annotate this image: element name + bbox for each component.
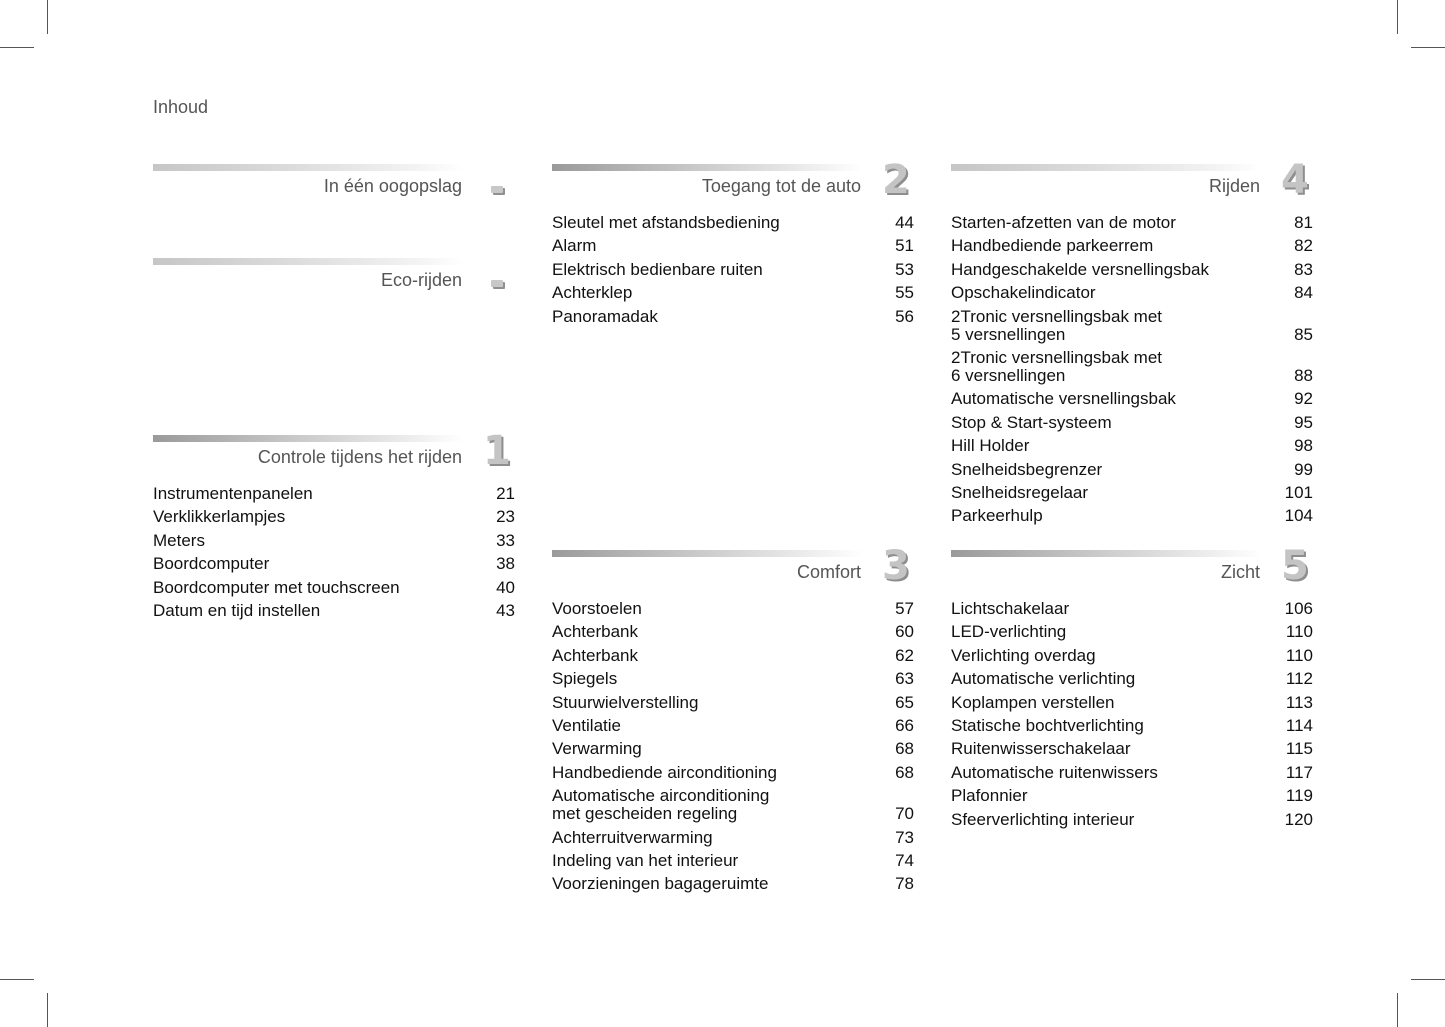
section-marker-icon xyxy=(491,280,503,287)
toc-entry-label: Parkeerhulp xyxy=(951,506,1043,526)
toc-entry-label: Snelheidsregelaar xyxy=(951,482,1089,502)
toc-entry[interactable] xyxy=(951,647,1313,670)
toc-entry-label: Lichtschakelaar xyxy=(951,599,1070,618)
toc-list xyxy=(552,600,914,899)
toc-entry[interactable] xyxy=(552,852,914,875)
toc-entry[interactable] xyxy=(951,787,1313,810)
toc-entry-label: Datum en tijd instellen xyxy=(153,600,321,620)
toc-entry[interactable] xyxy=(951,764,1313,787)
toc-entry-label: Koplampen verstellen xyxy=(951,692,1115,712)
section-number: 5 xyxy=(1281,543,1309,589)
toc-entry[interactable] xyxy=(951,623,1313,646)
toc-entry-page: 70 xyxy=(895,804,914,824)
toc-entry[interactable] xyxy=(951,308,1313,349)
toc-entry-label: Plafonnier xyxy=(951,786,1028,806)
toc-entry-label: Automatische airconditioning met gescheiden regeling xyxy=(552,786,770,824)
toc-entry[interactable] xyxy=(951,507,1313,530)
toc-entry-label: Boordcomputer xyxy=(153,554,270,574)
toc-entry[interactable] xyxy=(552,237,914,260)
toc-entry-page: 120 xyxy=(1284,809,1313,829)
toc-entry-label: Indeling van het interieur xyxy=(552,850,739,870)
toc-entry-label: Instrumentenpanelen xyxy=(153,484,313,503)
toc-entry-label: Opschakelindicator xyxy=(951,283,1096,303)
toc-entry-label: Ruitenwisserschakelaar xyxy=(951,739,1131,759)
toc-entry-label: Ventilatie xyxy=(552,715,621,735)
toc-entry[interactable] xyxy=(552,829,914,852)
toc-entry[interactable] xyxy=(153,602,515,625)
crop-mark-top-right-v xyxy=(1397,0,1398,34)
toc-entry[interactable] xyxy=(951,261,1313,284)
section-title[interactable]: Controle tijdens het rijden xyxy=(257,447,462,467)
toc-entry-page: 40 xyxy=(496,577,515,597)
toc-entry-page: 43 xyxy=(496,600,515,620)
toc-entry[interactable] xyxy=(552,308,914,331)
toc-entry[interactable] xyxy=(552,740,914,763)
toc-entry[interactable] xyxy=(552,647,914,670)
toc-entry-page: 92 xyxy=(1294,389,1313,409)
toc-entry[interactable] xyxy=(951,349,1313,390)
toc-entry-page: 51 xyxy=(895,236,914,256)
toc-entry-label: Statische bochtverlichting xyxy=(951,715,1144,735)
toc-entry-page: 101 xyxy=(1284,482,1313,502)
toc-entry-label: Verlichting overdag xyxy=(951,645,1096,665)
toc-entry-label: Automatische ruitenwissers xyxy=(951,762,1158,782)
toc-entry-page: 44 xyxy=(895,213,914,232)
toc-entry-label: Alarm xyxy=(552,236,597,256)
toc-entry-page: 62 xyxy=(895,645,914,665)
toc-entry-page: 83 xyxy=(1294,259,1313,279)
toc-entry-label: Elektrisch bedienbare ruiten xyxy=(552,259,763,279)
toc-entry-label: Sfeerverlichting interieur xyxy=(951,809,1135,829)
toc-entry[interactable] xyxy=(552,717,914,740)
section-title[interactable]: In één oogopslag xyxy=(323,176,462,196)
toc-entry[interactable] xyxy=(951,414,1313,437)
section-bar xyxy=(951,550,1261,557)
toc-entry[interactable] xyxy=(153,532,515,555)
toc-entry-page: 66 xyxy=(895,715,914,735)
section-title[interactable]: Zicht xyxy=(1220,562,1260,582)
toc-entry-page: 55 xyxy=(895,283,914,303)
toc-entry-page: 33 xyxy=(496,530,515,550)
toc-entry-label: Sleutel met afstandsbediening xyxy=(552,213,780,232)
toc-entry[interactable] xyxy=(552,214,914,237)
toc-entry-page: 65 xyxy=(895,692,914,712)
toc-entry[interactable] xyxy=(951,284,1313,307)
toc-entry-label: Starten-afzetten van de motor xyxy=(951,213,1176,232)
crop-mark-bottom-right-h xyxy=(1411,979,1445,980)
toc-entry[interactable] xyxy=(153,508,515,531)
toc-entry-page: 104 xyxy=(1284,506,1313,526)
toc-entry-page: 99 xyxy=(1294,459,1313,479)
crop-mark-bottom-right-v xyxy=(1397,993,1398,1027)
section-title[interactable]: Comfort xyxy=(796,562,861,582)
section-bar xyxy=(552,550,862,557)
toc-entry[interactable] xyxy=(951,484,1313,507)
crop-mark-top-left-h xyxy=(0,47,34,48)
toc-entry[interactable] xyxy=(153,485,515,508)
section-bar xyxy=(951,164,1261,171)
toc-entry-label: Handgeschakelde versnellingsbak xyxy=(951,259,1209,279)
section-bar xyxy=(153,164,463,171)
toc-entry[interactable] xyxy=(153,555,515,578)
toc-entry-page: 60 xyxy=(895,622,914,642)
toc-entry-page: 84 xyxy=(1294,283,1313,303)
toc-entry-page: 38 xyxy=(496,554,515,574)
toc-entry-label: Automatische verlichting xyxy=(951,669,1136,689)
toc-entry[interactable] xyxy=(552,694,914,717)
toc-entry-page: 88 xyxy=(1294,365,1313,385)
section-title[interactable]: Toegang tot de auto xyxy=(701,176,861,196)
toc-entry-label: Achterbank xyxy=(552,645,638,665)
toc-entry-page: 98 xyxy=(1294,436,1313,456)
toc-entry[interactable] xyxy=(951,740,1313,763)
toc-entry[interactable] xyxy=(951,214,1313,237)
toc-entry-label: Automatische versnellingsbak xyxy=(951,389,1176,409)
section-bar xyxy=(153,435,463,442)
toc-entry-label: Panoramadak xyxy=(552,306,658,326)
toc-entry[interactable] xyxy=(552,284,914,307)
toc-entry[interactable] xyxy=(951,600,1313,623)
toc-entry-page: 110 xyxy=(1285,622,1313,642)
toc-entry-page: 63 xyxy=(895,669,914,689)
toc-entry-label: Achterbank xyxy=(552,622,638,642)
toc-entry-page: 57 xyxy=(895,599,914,618)
page-title: Inhoud xyxy=(153,97,209,117)
toc-entry-page: 115 xyxy=(1285,739,1313,759)
toc-entry[interactable] xyxy=(951,461,1313,484)
toc-entry-page: 112 xyxy=(1285,669,1313,689)
toc-entry[interactable] xyxy=(153,579,515,602)
toc-entry[interactable] xyxy=(552,764,914,787)
section-bar xyxy=(552,164,862,171)
toc-entry-label: Snelheidsbegrenzer xyxy=(951,459,1103,479)
toc-entry-page: 113 xyxy=(1285,692,1313,712)
toc-entry-page: 82 xyxy=(1294,236,1313,256)
toc-entry-page: 114 xyxy=(1285,715,1313,735)
crop-mark-top-right-h xyxy=(1411,47,1445,48)
section-marker-icon xyxy=(491,186,503,193)
toc-entry-label: Voorzieningen bagageruimte xyxy=(552,874,769,894)
crop-mark-bottom-left-h xyxy=(0,979,34,980)
toc-entry-page: 81 xyxy=(1294,213,1313,232)
toc-entry-label: 2Tronic versnellingsbak met 5 versnellingen xyxy=(951,306,1163,344)
toc-entry-label: 2Tronic versnellingsbak met 6 versnellingen xyxy=(951,347,1163,385)
toc-entry-label: Stuurwielverstelling xyxy=(552,692,699,712)
toc-entry-page: 78 xyxy=(895,874,914,894)
crop-mark-top-left-v xyxy=(47,0,48,34)
toc-entry-page: 21 xyxy=(496,484,515,503)
toc-entry[interactable] xyxy=(951,811,1313,834)
toc-entry-page: 68 xyxy=(895,739,914,759)
toc-entry-page: 85 xyxy=(1294,324,1313,344)
toc-entry[interactable] xyxy=(552,600,914,623)
section-title[interactable]: Rijden xyxy=(1208,176,1260,196)
toc-entry[interactable] xyxy=(951,694,1313,717)
section-number: 2 xyxy=(882,157,910,203)
toc-entry[interactable] xyxy=(552,787,914,828)
section-number: 1 xyxy=(483,428,511,474)
toc-list xyxy=(552,214,914,331)
toc-entry-page: 23 xyxy=(496,507,515,527)
toc-entry-page: 119 xyxy=(1285,786,1313,806)
toc-entry[interactable] xyxy=(552,261,914,284)
toc-entry-label: Verklikkerlampjes xyxy=(153,507,286,527)
toc-list xyxy=(951,214,1313,531)
toc-entry-label: Hill Holder xyxy=(951,436,1030,456)
toc-entry-label: Handbediende parkeerrem xyxy=(951,236,1154,256)
toc-entry-page: 73 xyxy=(895,827,914,847)
section-title[interactable]: Eco-rijden xyxy=(380,270,462,290)
toc-entry-page: 117 xyxy=(1285,762,1313,782)
toc-entry-label: Boordcomputer met touchscreen xyxy=(153,577,400,597)
toc-entry-label: Meters xyxy=(153,530,205,550)
toc-list xyxy=(153,485,515,625)
section-bar xyxy=(153,258,463,265)
toc-entry-label: Achterruitverwarming xyxy=(552,827,713,847)
toc-entry-label: Spiegels xyxy=(552,669,618,689)
toc-entry-page: 74 xyxy=(895,850,914,870)
toc-entry-page: 53 xyxy=(895,259,914,279)
toc-entry[interactable] xyxy=(951,437,1313,460)
toc-entry[interactable] xyxy=(552,875,914,898)
crop-mark-bottom-left-v xyxy=(47,993,48,1027)
toc-entry-page: 106 xyxy=(1284,599,1313,618)
toc-entry-label: Verwarming xyxy=(552,739,642,759)
toc-entry-page: 110 xyxy=(1285,645,1313,665)
toc-list xyxy=(951,600,1313,834)
toc-entry[interactable] xyxy=(552,670,914,693)
toc-entry[interactable] xyxy=(951,717,1313,740)
toc-entry-page: 95 xyxy=(1294,412,1313,432)
toc-entry[interactable] xyxy=(951,237,1313,260)
toc-entry-label: Voorstoelen xyxy=(552,599,642,618)
section-number: 3 xyxy=(882,543,910,589)
toc-entry-label: Stop & Start-systeem xyxy=(951,412,1112,432)
toc-entry-label: Handbediende airconditioning xyxy=(552,762,777,782)
toc-entry[interactable] xyxy=(951,670,1313,693)
toc-entry[interactable] xyxy=(951,390,1313,413)
toc-entry-page: 56 xyxy=(895,306,914,326)
toc-entry-label: LED-verlichting xyxy=(951,622,1067,642)
toc-entry[interactable] xyxy=(552,623,914,646)
toc-entry-page: 68 xyxy=(895,762,914,782)
section-number: 4 xyxy=(1281,157,1309,203)
toc-entry-label: Achterklep xyxy=(552,283,633,303)
